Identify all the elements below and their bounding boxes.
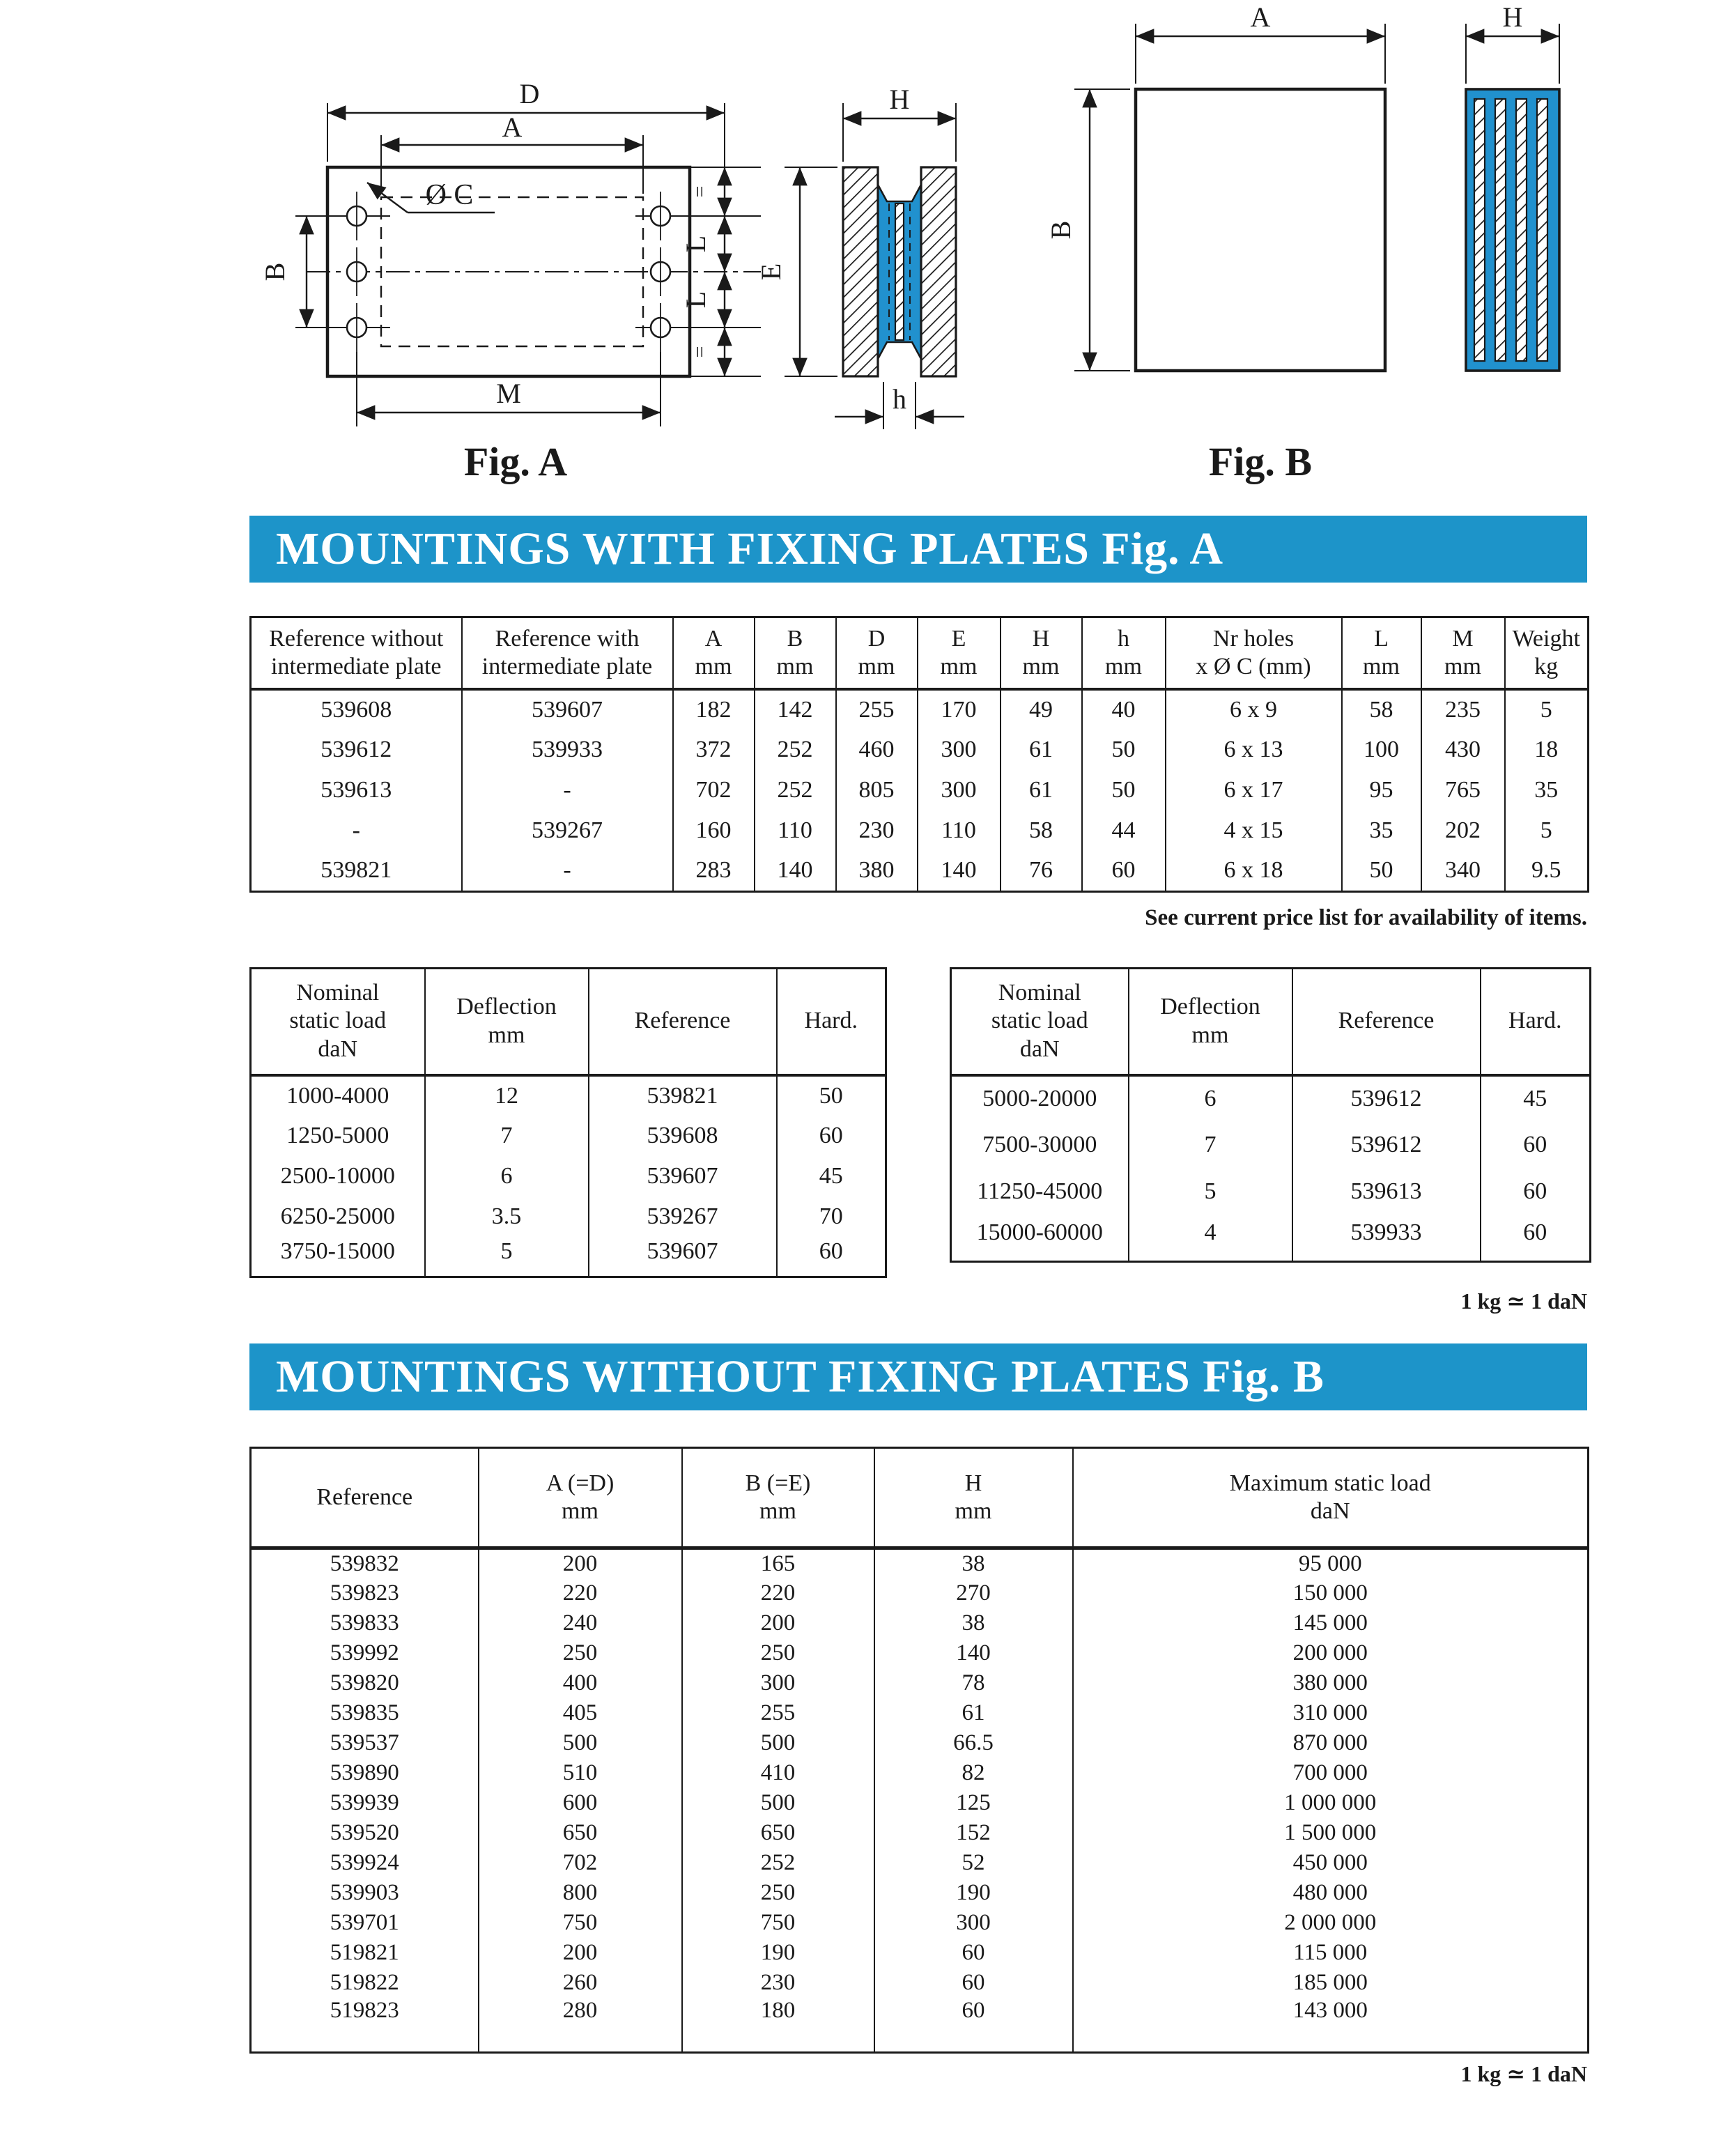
table-row [251,1698,1589,1728]
table-cell: 60 [1481,1215,1591,1262]
table-cell: 82 [874,1758,1073,1788]
lamination-plate [1516,99,1527,361]
table-cell: 702 [673,770,755,810]
table-cell: 140 [918,851,1001,891]
table-cell: 250 [682,1878,874,1908]
table-cell: 252 [755,730,836,770]
table-cell: 519821 [330,1939,399,1965]
table-cell: 650 [682,1818,874,1848]
table-cell: 7500-30000 [982,1132,1097,1157]
table-cell: 1 500 000 [1073,1818,1589,1848]
table-cell: 700 000 [1073,1758,1589,1788]
table-cell: 500 [682,1728,874,1758]
table-cell: 539832 [330,1550,399,1576]
column-header: Hard. [777,968,886,1075]
table-row [251,689,1589,730]
table-cell: 250 [682,1638,874,1668]
column-header: Deflection mm [425,968,589,1075]
table-cell: 300 [682,1668,874,1698]
column-header: Deflection mm [1129,968,1292,1075]
table-cell: 50 [1342,851,1421,891]
table-row [251,1818,1589,1848]
table-cell: 38 [874,1548,1073,1578]
table-cell: 300 [874,1908,1073,1938]
header-row [251,1448,1589,1548]
table-cell: 539933 [462,730,673,770]
table-row [251,730,1589,770]
intermediate-plate [895,203,904,340]
table-cell: 702 [479,1848,682,1878]
table-cell: 95 000 [1073,1548,1589,1578]
fig-b-dimensions-table [249,1447,1589,2054]
table-cell: 61 [1001,730,1082,770]
table-cell: 60 [1481,1169,1591,1215]
table-cell: 40 [1082,689,1166,730]
column-header: B (=E) mm [682,1448,874,1548]
section-b-title: MOUNTINGS WITHOUT FIXING PLATES Fig. B [276,1351,1324,1402]
table-cell: 240 [479,1608,682,1638]
table-cell: 115 000 [1073,1938,1589,1968]
table-row [951,1075,1591,1122]
kg-dan-note: 1 kg ≃ 1 daN [1460,1288,1587,1314]
table-cell: 7 [1129,1122,1292,1169]
table-cell: 539933 [1292,1215,1481,1262]
column-header: Nominal static load daN [289,980,387,1062]
table-row [251,1908,1589,1938]
column-header: H mm [1001,617,1082,690]
block-outline [1136,89,1385,371]
dim-label-a: A [502,111,523,143]
table-cell: 160 [673,810,755,851]
table-cell: 6 [425,1156,589,1196]
column-header: Hard. [1481,968,1591,1075]
table-cell: 405 [479,1698,682,1728]
table-cell: 4 [1129,1215,1292,1262]
table-cell: 61 [1001,770,1082,810]
column-header: Reference with intermediate plate [462,617,673,690]
table-cell: 539833 [330,1610,399,1635]
table-cell: 310 000 [1073,1698,1589,1728]
table-cell: 170 [918,689,1001,730]
table-row [251,1968,1589,1998]
table-cell: 110 [918,810,1001,851]
table-row [251,1938,1589,1968]
column-header: Reference without intermediate plate [269,625,444,679]
table-cell: 400 [479,1668,682,1698]
table-cell: 200 000 [1073,1638,1589,1668]
column-header: Weight kg [1505,617,1589,690]
table-row [251,1788,1589,1818]
table-cell: 125 [874,1788,1073,1818]
table-cell: 6 x 17 [1166,770,1342,810]
fig-a-plan-view [259,78,761,426]
table-cell: 230 [682,1968,874,1998]
fig-b-front-view [1045,1,1385,371]
table-cell: 539612 [1292,1075,1481,1122]
table-cell: 185 000 [1073,1968,1589,1998]
table-cell: 100 [1342,730,1421,770]
table-row [251,1196,886,1237]
table-cell: 539924 [330,1849,399,1875]
metal-plate-left [843,167,878,376]
table-cell: 38 [874,1608,1073,1638]
table-cell: 35 [1505,770,1589,810]
table-cell: 78 [874,1668,1073,1698]
table-cell: 270 [874,1578,1073,1608]
table-cell: 60 [874,1998,1073,2053]
dim-label-d: D [519,78,540,109]
column-header: Reference [589,968,777,1075]
table-cell: 7 [425,1116,589,1156]
table-row [251,1848,1589,1878]
lamination-plate [1537,99,1547,361]
table-cell: 200 [479,1938,682,1968]
table-cell: 460 [836,730,918,770]
table-cell: 260 [479,1968,682,1998]
table-row [251,1728,1589,1758]
table-cell: 539267 [589,1196,777,1237]
table-cell: 539607 [589,1237,777,1277]
table-cell: 539835 [330,1700,399,1725]
table-cell: 95 [1342,770,1421,810]
table-cell: 252 [755,770,836,810]
table-cell: 5000-20000 [982,1086,1097,1111]
page-content [249,516,1587,2087]
table-cell: 252 [682,1848,874,1878]
table-row [251,1237,886,1277]
table-cell: 202 [1421,810,1505,851]
table-cell: 50 [1082,770,1166,810]
table-cell: 750 [479,1908,682,1938]
table-cell: 380 000 [1073,1668,1589,1698]
dim-label-eq-top: = [688,185,711,198]
table-cell: 539613 [1292,1169,1481,1215]
table-row [951,1122,1591,1169]
table-cell: 60 [874,1938,1073,1968]
table-cell: 45 [777,1156,886,1196]
dim-label-a: A [1250,1,1271,33]
table-cell: 539939 [330,1789,399,1815]
table-cell: 430 [1421,730,1505,770]
table-cell: 190 [682,1938,874,1968]
table-cell: 6 [1129,1075,1292,1122]
table-cell: 805 [836,770,918,810]
table-cell: 539903 [330,1879,399,1905]
table-cell: 539613 [320,777,392,803]
table-cell: 372 [673,730,755,770]
table-row [251,1878,1589,1908]
table-row [251,810,1589,851]
technical-drawings [0,0,1730,488]
table-row [251,1608,1589,1638]
table-cell: 12 [425,1075,589,1116]
table-cell: 6 x 9 [1166,689,1342,730]
column-header: B mm [755,617,836,690]
table-cell: 5 [1505,689,1589,730]
table-cell: 1000-4000 [286,1082,389,1109]
table-cell: 283 [673,851,755,891]
table-cell: 60 [1082,851,1166,891]
table-cell: 300 [918,770,1001,810]
table-cell: 60 [777,1237,886,1277]
column-header: Maximum static load daN [1073,1448,1589,1548]
table-row [251,851,1589,891]
table-cell: 58 [1001,810,1082,851]
table-cell: 539612 [1292,1122,1481,1169]
table-cell: 280 [479,1998,682,2053]
dim-label-e-section: E [755,263,787,281]
table-cell: 500 [682,1788,874,1818]
column-header: M mm [1421,617,1505,690]
table-cell: 519823 [330,1997,399,2023]
table-cell: 61 [874,1698,1073,1728]
table-cell: 255 [682,1698,874,1728]
table-row [251,1668,1589,1698]
table-cell: 539607 [462,689,673,730]
table-cell: 220 [479,1578,682,1608]
table-cell: 539992 [330,1640,399,1665]
table-cell: 500 [479,1728,682,1758]
table-cell: 539890 [330,1760,399,1785]
table-cell: 50 [1082,730,1166,770]
table-cell: 539820 [330,1670,399,1695]
table-cell: 50 [777,1075,886,1116]
table-row [251,1638,1589,1668]
table-cell: 150 000 [1073,1578,1589,1608]
fig-b-side-view [1466,1,1559,371]
header-row [251,968,886,1075]
section-b-title-bar [249,1343,1587,1410]
table-cell: 70 [777,1196,886,1237]
table-cell: 3.5 [425,1196,589,1237]
table-cell: 539607 [589,1156,777,1196]
column-header: A (=D) mm [479,1448,682,1548]
column-header: Reference [251,1448,479,1548]
table-cell: 539821 [589,1075,777,1116]
table-cell: 340 [1421,851,1505,891]
table-cell: 165 [682,1548,874,1578]
table-cell: 410 [682,1758,874,1788]
table-cell: 5 [425,1237,589,1277]
table-cell: 870 000 [1073,1728,1589,1758]
dim-label-h: H [1502,1,1523,33]
header-row [251,617,1589,690]
table-row [251,1758,1589,1788]
fig-a-dimensions-table [249,616,1589,893]
table-cell: 765 [1421,770,1505,810]
column-header: L mm [1342,617,1421,690]
table-cell: - [352,817,360,843]
table-cell: 60 [1481,1122,1591,1169]
dim-label-m: M [496,378,521,409]
table-cell: 300 [918,730,1001,770]
table-cell: 60 [874,1968,1073,1998]
table-cell: 142 [755,689,836,730]
column-header: Reference [1292,968,1481,1075]
table-cell: 510 [479,1758,682,1788]
table-cell: - [462,851,673,891]
table-row [251,1548,1589,1578]
table-cell: 6 x 18 [1166,851,1342,891]
table-cell: 143 000 [1073,1998,1589,2053]
dim-label-eq-bottom: = [688,346,711,358]
table-cell: 15000-60000 [976,1219,1103,1246]
table-row [251,1998,1589,2053]
hole-diameter-label: Ø C [425,179,474,211]
table-row [251,770,1589,810]
table-cell: 49 [1001,689,1082,730]
table-row [251,1156,886,1196]
kg-dan-note-bottom: 1 kg ≃ 1 daN [1460,2061,1587,2086]
table-cell: 4 x 15 [1166,810,1342,851]
table-cell: 539701 [330,1909,399,1935]
fig-b-caption: Fig. B [1208,439,1313,484]
column-header: H mm [874,1448,1073,1548]
table-cell: 380 [836,851,918,891]
lamination-plate [1495,99,1506,361]
table-cell: 230 [836,810,918,851]
table-cell: 35 [1342,810,1421,851]
column-header: h mm [1082,617,1166,690]
column-header: Nr holes x Ø C (mm) [1166,617,1342,690]
table-cell: 539608 [589,1116,777,1156]
table-cell: - [462,770,673,810]
dim-label-b: B [259,262,291,282]
table-cell: 450 000 [1073,1848,1589,1878]
table-cell: 9.5 [1505,851,1589,891]
table-cell: 180 [682,1998,874,2053]
table-cell: 539821 [320,857,392,884]
table-cell: 250 [479,1638,682,1668]
table-row [951,1169,1591,1215]
table-row [951,1215,1591,1262]
table-cell: 76 [1001,851,1082,891]
load-table-right [950,967,1591,1263]
table-cell: 539267 [462,810,673,851]
table-cell: 200 [682,1608,874,1638]
table-cell: 2500-10000 [280,1162,395,1189]
table-cell: 539608 [320,697,392,723]
table-cell: 480 000 [1073,1878,1589,1908]
load-table-left [249,967,887,1279]
table-cell: 145 000 [1073,1608,1589,1638]
table-cell: 255 [836,689,918,730]
table-cell: 5 [1129,1169,1292,1215]
table-cell: 750 [682,1908,874,1938]
table-cell: 190 [874,1878,1073,1908]
table-cell: 600 [479,1788,682,1818]
table-cell: 1250-5000 [286,1122,389,1148]
header-row [951,968,1591,1075]
lamination-plate [1474,99,1485,361]
section-a-title: MOUNTINGS WITH FIXING PLATES Fig. A [276,523,1224,574]
table-cell: 539612 [320,737,392,762]
table-cell: 539520 [330,1819,399,1845]
table-cell: 152 [874,1818,1073,1848]
table-cell: 235 [1421,689,1505,730]
table-cell: 519822 [330,1969,399,1995]
dim-label-l-upper: L [680,235,711,253]
table-row [251,1075,886,1116]
column-header: Nominal static load daN [991,980,1088,1062]
table-cell: 110 [755,810,836,851]
table-cell: 18 [1505,730,1589,770]
availability-note: See current price list for availability of items. [1145,904,1587,930]
fig-a-section-view [755,84,964,429]
table-cell: 2 000 000 [1073,1908,1589,1938]
dim-label-l-lower: L [680,291,711,309]
table-cell: 3750-15000 [280,1238,395,1264]
table-cell: 5 [1505,810,1589,851]
table-cell: 140 [874,1638,1073,1668]
column-header: A mm [673,617,755,690]
table-cell: 182 [673,689,755,730]
table-cell: 650 [479,1818,682,1848]
metal-plate-right [921,167,956,376]
column-header: E mm [918,617,1001,690]
table-cell: 140 [755,851,836,891]
table-cell: 1 000 000 [1073,1788,1589,1818]
dim-label-h-section: H [889,84,910,115]
table-cell: 11250-45000 [977,1178,1103,1204]
table-cell: 66.5 [874,1728,1073,1758]
table-cell: 6 x 13 [1166,730,1342,770]
table-cell: 58 [1342,689,1421,730]
table-cell: 60 [777,1116,886,1156]
table-cell: 200 [479,1548,682,1578]
table-cell: 220 [682,1578,874,1608]
table-cell: 52 [874,1848,1073,1878]
load-tables-row [249,967,1587,1279]
column-header: D mm [836,617,918,690]
table-cell: 539823 [330,1580,399,1606]
table-cell: 45 [1481,1075,1591,1122]
table-cell: 44 [1082,810,1166,851]
dim-label-h-small: h [893,383,906,415]
table-row [251,1116,886,1156]
dim-label-b: B [1045,220,1076,240]
table-cell: 800 [479,1878,682,1908]
fig-a-caption: Fig. A [463,439,568,484]
table-cell: 539537 [330,1730,399,1755]
section-a-title-bar [249,516,1587,583]
table-cell: 6250-25000 [280,1203,395,1229]
table-row [251,1578,1589,1608]
